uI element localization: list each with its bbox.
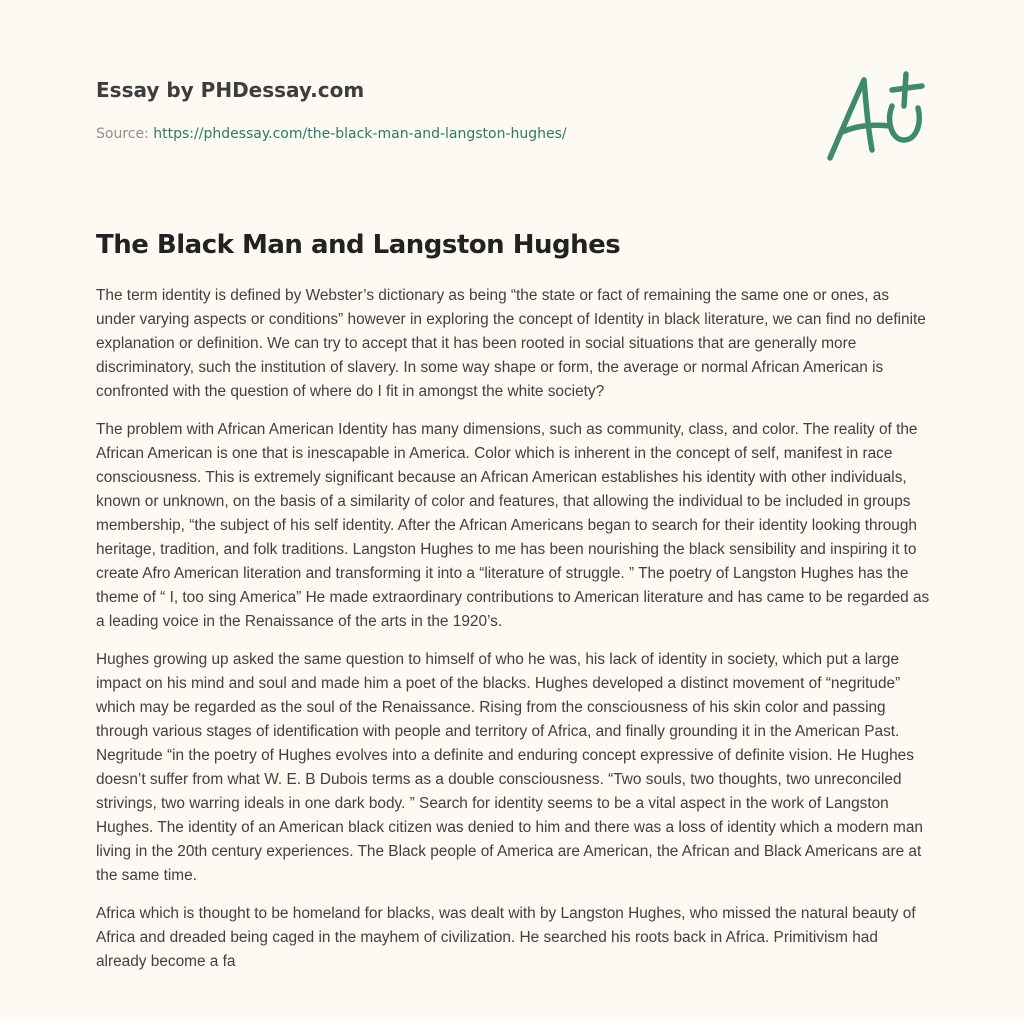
page-header xyxy=(96,78,796,143)
essay-paragraph: Hughes growing up asked the same question to himself of who he was, his lack of identity in society, which put a large impact on his mind and soul and made him a poet of the blacks. Hughes developed a distinct movement of “negritude” which may be regarded as the soul of the Renaissance. Rising from the consciousness of his skin color and passing through various stages of identification with people and territory of Africa, and finally grounding it in the American Past. Negritude “in the poetry of Hughes evolves into a definite and enduring concept expressive of definite vision. He Hughes doesn’t suffer from what W. E. B Dubois terms as a double consciousness. “Two souls, two thoughts, two unreconciled strivings, two warring ideals in one dark body. ” Search for identity seems to be a vital aspect in the work of Langston Hughes. The identity of an American black citizen was denied to him and there was a loss of identity which a modern man living in the 20th century experiences. The Black people of America are American, the African and Black Americans are at the same time. xyxy=(96,651,923,884)
a-plus-logo-icon xyxy=(820,66,930,166)
source-line xyxy=(96,125,796,143)
source-link[interactable]: https://phdessay.com/the-black-man-and-langston-hughes/ xyxy=(153,126,567,142)
essay-paragraph: The term identity is defined by Webster’s dictionary as being “the state or fact of remaining the same one or ones, as under varying aspects or conditions” however in exploring the concept of Identity in black literature, we can find no definite explanation or definition. We can try to accept that it has been rooted in social situations that are generally more discriminatory, such the institution of slavery. In some way shape or form, the average or normal African American is confronted with the question of where do I fit in amongst the white society? xyxy=(96,287,926,400)
essay-paragraph: The problem with African American Identity has many dimensions, such as community, class, and color. The reality of the African American is one that is inescapable in America. Color which is inherent in the concept of self, manifest in race consciousness. This is extremely significant because an African American establishes his identity with other individuals, known or unknown, on the basis of a similarity of color and features, that allowing the individual to be included in groups membership, “the subject of his self identity. After the African Americans began to search for their identity looking through heritage, tradition, and folk traditions. Langston Hughes to me has been nourishing the black sensibility and inspiring it to create Afro American literation and transforming it into a “literature of struggle. ” The poetry of Langston Hughes has the theme of “ I, too sing America” He made extraordinary contributions to American literature and has came to be regarded as a leading voice in the Renaissance of the arts in the 1920’s. xyxy=(96,421,930,630)
essay-paragraph: Africa which is thought to be homeland for blacks, was dealt with by Langston Hughes, who missed the natural beauty of Africa and dreaded being caged in the mayhem of civilization. He searched his roots back in Africa. Primitivism had already become a fa xyxy=(96,905,916,970)
source-label: Source: xyxy=(96,126,154,142)
essay-body xyxy=(96,284,932,988)
essay-title: The Black Man and Langston Hughes xyxy=(96,230,621,260)
site-title: Essay by PHDessay.com xyxy=(96,78,365,102)
